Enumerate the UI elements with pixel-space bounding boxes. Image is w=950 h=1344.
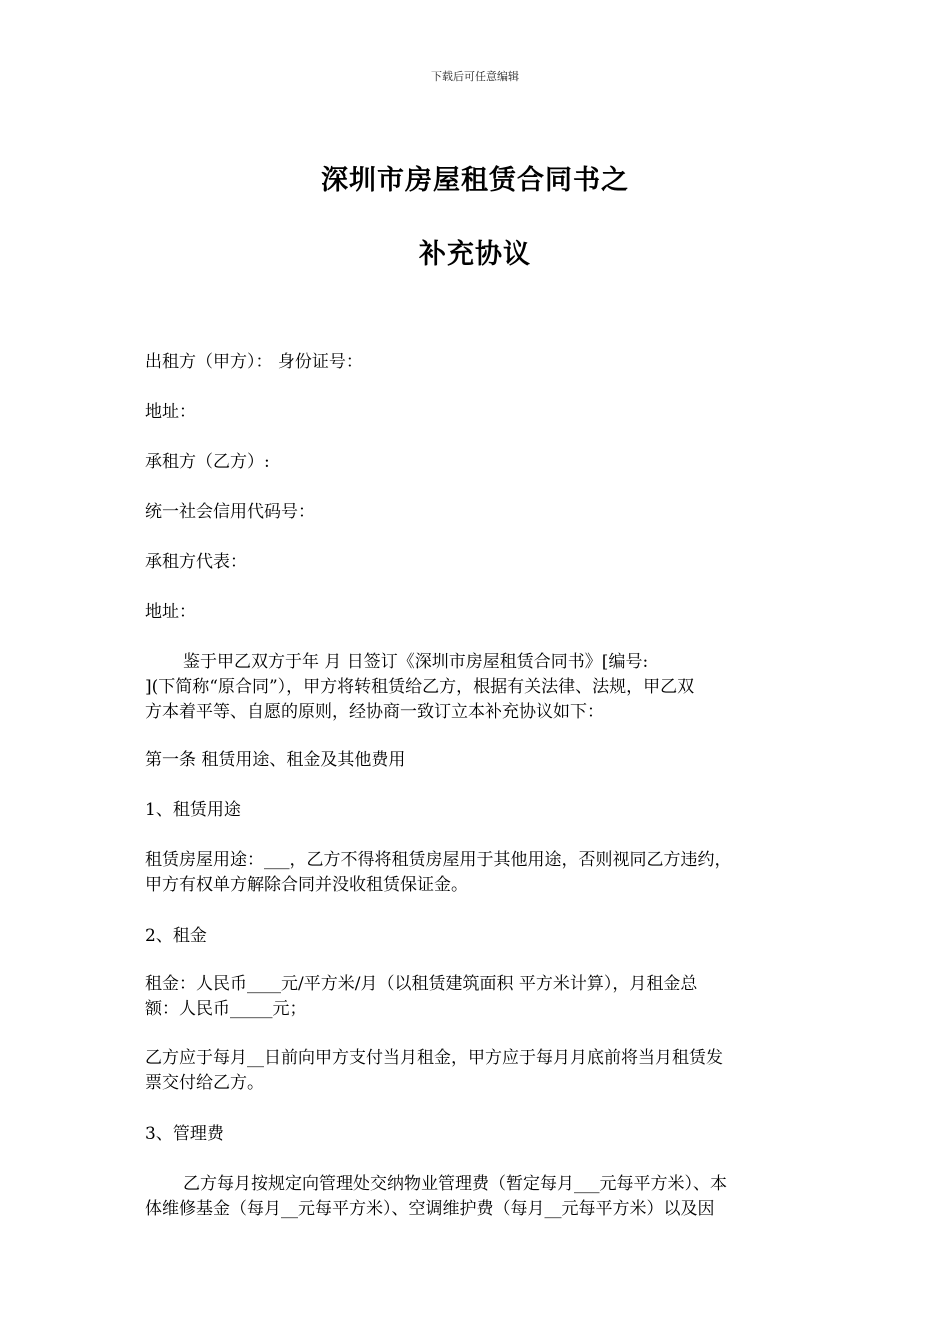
section-2-title: 2、租金 [145, 926, 207, 946]
rent-paragraph [145, 972, 810, 1022]
paragraph-row: 甲方有权单方解除合同并没收租赁保证金。 [145, 875, 468, 895]
lessee-address-line: 地址： [145, 602, 196, 622]
paragraph-row: 体维修基金（每月__元每平方米）、空调维护费（每月__元每平方米）以及因 [145, 1199, 715, 1219]
preamble-paragraph [145, 650, 810, 725]
section-3-title: 3、管理费 [145, 1124, 224, 1144]
lessor-address-line: 地址： [145, 402, 196, 422]
article-1-heading: 第一条 租赁用途、租金及其他费用 [145, 750, 406, 770]
document-title: 深圳市房屋租赁合同书之 [321, 165, 629, 196]
paragraph-row: 票交付给乙方。 [145, 1073, 264, 1093]
credit-code-line: 统一社会信用代码号： [145, 502, 315, 522]
section-1-title: 1、租赁用途 [145, 800, 241, 820]
preamble-row: 方本着平等、自愿的原则，经协商一致订立本补充协议如下： [145, 702, 604, 722]
preamble-row: 鉴于甲乙双方于年 月 日签订《深圳市房屋租赁合同书》[编号: [183, 652, 649, 672]
lessee-line: 承租方（乙方）: [145, 452, 270, 472]
header-note: 下载后可任意编辑 [431, 70, 519, 83]
section-1-paragraph [145, 848, 810, 898]
paragraph-row: 乙方每月按规定向管理处交纳物业管理费（暂定每月___元每平方米）、本 [183, 1174, 727, 1194]
lessor-line: 出租方（甲方）： 身份证号： [145, 352, 363, 372]
preamble-row: ](下简称“原合同”），甲方将转租赁给乙方，根据有关法律、法规，甲乙双 [145, 677, 695, 697]
lessee-representative-line: 承租方代表： [145, 552, 247, 572]
rent-payment-paragraph [145, 1046, 810, 1096]
paragraph-row: 额：人民币_____元； [145, 999, 307, 1019]
management-fee-paragraph [145, 1172, 810, 1222]
paragraph-row: 租金：人民币____元/平方米/月（以租赁建筑面积 平方米计算），月租金总 [145, 974, 698, 994]
document-subtitle: 补充协议 [419, 239, 531, 270]
paragraph-row: 乙方应于每月__日前向甲方支付当月租金，甲方应于每月月底前将当月租赁发 [145, 1048, 723, 1068]
paragraph-row: 租赁房屋用途：___，乙方不得将租赁房屋用于其他用途，否则视同乙方违约， [145, 850, 732, 870]
